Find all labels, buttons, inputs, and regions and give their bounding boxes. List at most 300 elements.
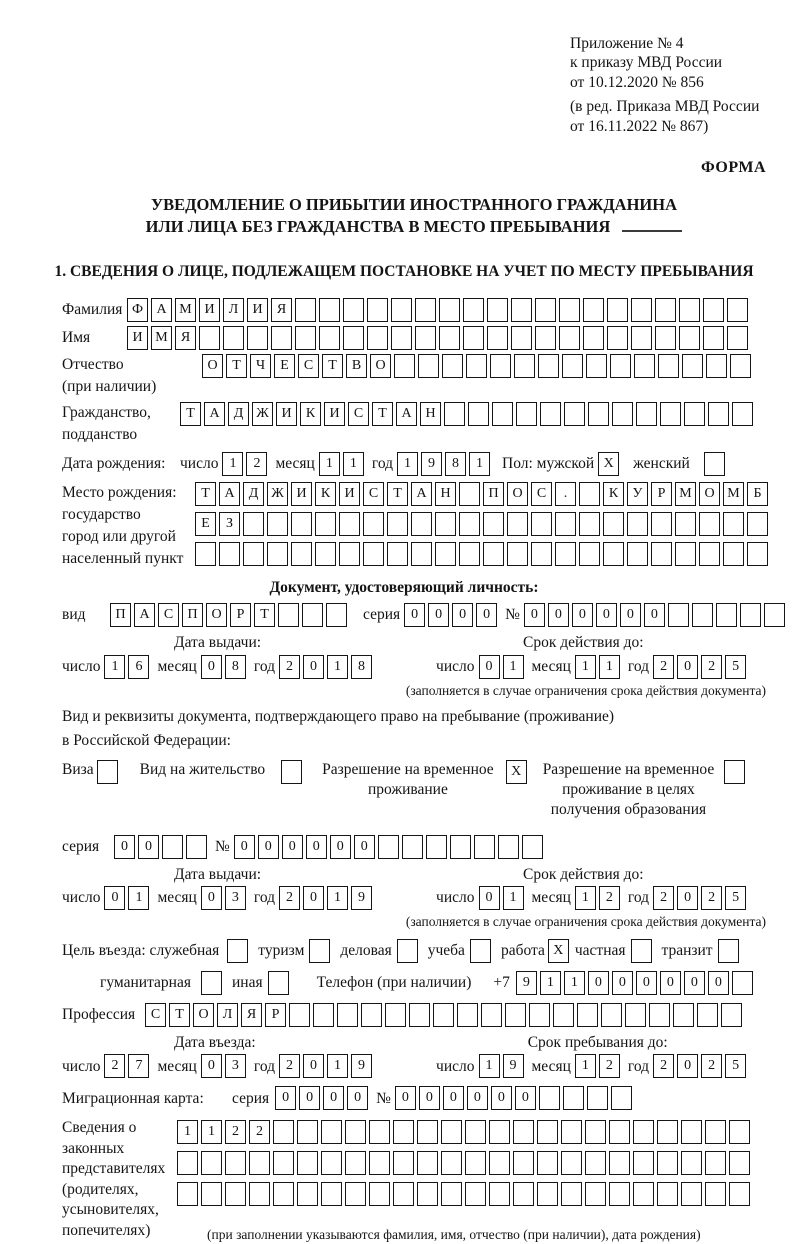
char-cell[interactable] bbox=[466, 354, 487, 378]
purpose-private-checkbox[interactable] bbox=[631, 939, 652, 963]
char-cell[interactable]: П bbox=[110, 603, 131, 627]
char-cell[interactable] bbox=[291, 542, 312, 566]
char-cell[interactable] bbox=[295, 326, 316, 350]
char-cell[interactable]: 9 bbox=[351, 1054, 372, 1078]
char-cell[interactable]: 8 bbox=[445, 452, 466, 476]
char-cell[interactable]: Д bbox=[228, 402, 249, 426]
char-cell[interactable] bbox=[764, 603, 785, 627]
char-cell[interactable] bbox=[273, 1120, 294, 1144]
char-cell[interactable] bbox=[444, 402, 465, 426]
char-cell[interactable]: К bbox=[300, 402, 321, 426]
char-cell[interactable]: 0 bbox=[467, 1086, 488, 1110]
char-cell[interactable]: 0 bbox=[354, 835, 375, 859]
char-cell[interactable] bbox=[489, 1182, 510, 1206]
char-cell[interactable]: 1 bbox=[503, 655, 524, 679]
char-cell[interactable] bbox=[321, 1182, 342, 1206]
char-cell[interactable] bbox=[319, 298, 340, 322]
char-cell[interactable] bbox=[291, 512, 312, 536]
char-cell[interactable]: 0 bbox=[548, 603, 569, 627]
char-cell[interactable]: Ч bbox=[250, 354, 271, 378]
char-cell[interactable] bbox=[489, 1120, 510, 1144]
char-cell[interactable] bbox=[727, 298, 748, 322]
char-cell[interactable]: В bbox=[346, 354, 367, 378]
char-cell[interactable]: . bbox=[555, 482, 576, 506]
char-cell[interactable] bbox=[394, 354, 415, 378]
char-cell[interactable] bbox=[295, 298, 316, 322]
residence-permit-checkbox[interactable] bbox=[281, 760, 302, 784]
char-cell[interactable] bbox=[681, 1182, 702, 1206]
char-cell[interactable] bbox=[289, 1003, 310, 1027]
char-cell[interactable] bbox=[673, 1003, 694, 1027]
char-cell[interactable] bbox=[539, 1086, 560, 1110]
char-cell[interactable]: И bbox=[127, 326, 148, 350]
char-cell[interactable]: И bbox=[199, 298, 220, 322]
char-cell[interactable] bbox=[612, 402, 633, 426]
char-cell[interactable]: 0 bbox=[303, 886, 324, 910]
char-cell[interactable] bbox=[225, 1151, 246, 1175]
char-cell[interactable]: 2 bbox=[279, 886, 300, 910]
char-cell[interactable] bbox=[682, 354, 703, 378]
char-cell[interactable]: 9 bbox=[351, 886, 372, 910]
char-cell[interactable] bbox=[540, 402, 561, 426]
char-cell[interactable]: Т bbox=[372, 402, 393, 426]
char-cell[interactable] bbox=[513, 1151, 534, 1175]
char-cell[interactable] bbox=[603, 512, 624, 536]
char-cell[interactable] bbox=[391, 298, 412, 322]
char-cell[interactable]: 9 bbox=[421, 452, 442, 476]
char-cell[interactable]: Ж bbox=[267, 482, 288, 506]
char-cell[interactable]: Е bbox=[274, 354, 295, 378]
char-cell[interactable]: 1 bbox=[343, 452, 364, 476]
char-cell[interactable]: О bbox=[193, 1003, 214, 1027]
char-cell[interactable]: 0 bbox=[452, 603, 473, 627]
char-cell[interactable] bbox=[345, 1151, 366, 1175]
char-cell[interactable]: 0 bbox=[588, 971, 609, 995]
char-cell[interactable] bbox=[369, 1151, 390, 1175]
char-cell[interactable] bbox=[225, 1182, 246, 1206]
char-cell[interactable] bbox=[385, 1003, 406, 1027]
char-cell[interactable]: 0 bbox=[323, 1086, 344, 1110]
char-cell[interactable]: 2 bbox=[279, 1054, 300, 1078]
char-cell[interactable]: 2 bbox=[653, 1054, 674, 1078]
char-cell[interactable] bbox=[319, 326, 340, 350]
char-cell[interactable] bbox=[302, 603, 323, 627]
char-cell[interactable]: 8 bbox=[225, 655, 246, 679]
char-cell[interactable] bbox=[631, 298, 652, 322]
char-cell[interactable] bbox=[657, 1151, 678, 1175]
char-cell[interactable] bbox=[658, 354, 679, 378]
char-cell[interactable]: 0 bbox=[596, 603, 617, 627]
char-cell[interactable]: 2 bbox=[701, 1054, 722, 1078]
char-cell[interactable]: 0 bbox=[258, 835, 279, 859]
char-cell[interactable] bbox=[675, 542, 696, 566]
char-cell[interactable] bbox=[564, 402, 585, 426]
char-cell[interactable] bbox=[367, 298, 388, 322]
char-cell[interactable]: П bbox=[483, 482, 504, 506]
char-cell[interactable] bbox=[463, 298, 484, 322]
char-cell[interactable] bbox=[681, 1151, 702, 1175]
char-cell[interactable] bbox=[418, 354, 439, 378]
char-cell[interactable]: Л bbox=[217, 1003, 238, 1027]
char-cell[interactable] bbox=[627, 512, 648, 536]
char-cell[interactable]: 1 bbox=[327, 886, 348, 910]
char-cell[interactable]: 0 bbox=[306, 835, 327, 859]
char-cell[interactable] bbox=[393, 1151, 414, 1175]
char-cell[interactable]: 2 bbox=[225, 1120, 246, 1144]
char-cell[interactable] bbox=[679, 298, 700, 322]
char-cell[interactable]: 0 bbox=[104, 886, 125, 910]
char-cell[interactable] bbox=[747, 512, 768, 536]
char-cell[interactable] bbox=[186, 835, 207, 859]
char-cell[interactable] bbox=[387, 512, 408, 536]
char-cell[interactable] bbox=[267, 542, 288, 566]
char-cell[interactable] bbox=[747, 542, 768, 566]
char-cell[interactable] bbox=[393, 1182, 414, 1206]
char-cell[interactable] bbox=[699, 542, 720, 566]
char-cell[interactable]: 2 bbox=[246, 452, 267, 476]
purpose-study-checkbox[interactable] bbox=[470, 939, 491, 963]
char-cell[interactable] bbox=[367, 326, 388, 350]
char-cell[interactable] bbox=[585, 1182, 606, 1206]
char-cell[interactable]: А bbox=[151, 298, 172, 322]
char-cell[interactable] bbox=[441, 1120, 462, 1144]
char-cell[interactable] bbox=[441, 1182, 462, 1206]
purpose-other-checkbox[interactable] bbox=[268, 971, 289, 995]
char-cell[interactable] bbox=[561, 1120, 582, 1144]
char-cell[interactable]: 1 bbox=[540, 971, 561, 995]
char-cell[interactable]: Т bbox=[180, 402, 201, 426]
char-cell[interactable]: 8 bbox=[351, 655, 372, 679]
char-cell[interactable] bbox=[559, 298, 580, 322]
char-cell[interactable] bbox=[363, 542, 384, 566]
char-cell[interactable]: 2 bbox=[653, 655, 674, 679]
char-cell[interactable] bbox=[563, 1086, 584, 1110]
char-cell[interactable]: Т bbox=[169, 1003, 190, 1027]
char-cell[interactable] bbox=[201, 1182, 222, 1206]
char-cell[interactable] bbox=[459, 542, 480, 566]
char-cell[interactable]: 1 bbox=[397, 452, 418, 476]
char-cell[interactable]: 0 bbox=[572, 603, 593, 627]
char-cell[interactable]: 2 bbox=[599, 886, 620, 910]
char-cell[interactable] bbox=[522, 835, 543, 859]
char-cell[interactable] bbox=[339, 542, 360, 566]
char-cell[interactable] bbox=[442, 354, 463, 378]
char-cell[interactable]: 0 bbox=[677, 1054, 698, 1078]
char-cell[interactable] bbox=[583, 298, 604, 322]
char-cell[interactable] bbox=[697, 1003, 718, 1027]
char-cell[interactable] bbox=[326, 603, 347, 627]
char-cell[interactable]: М bbox=[151, 326, 172, 350]
char-cell[interactable] bbox=[511, 326, 532, 350]
char-cell[interactable]: 0 bbox=[476, 603, 497, 627]
char-cell[interactable] bbox=[692, 603, 713, 627]
char-cell[interactable] bbox=[345, 1182, 366, 1206]
char-cell[interactable] bbox=[729, 1120, 750, 1144]
char-cell[interactable]: Н bbox=[420, 402, 441, 426]
char-cell[interactable]: У bbox=[627, 482, 648, 506]
char-cell[interactable] bbox=[514, 354, 535, 378]
char-cell[interactable] bbox=[657, 1182, 678, 1206]
char-cell[interactable] bbox=[538, 354, 559, 378]
char-cell[interactable]: Я bbox=[175, 326, 196, 350]
char-cell[interactable]: 0 bbox=[479, 655, 500, 679]
char-cell[interactable]: 0 bbox=[684, 971, 705, 995]
char-cell[interactable] bbox=[705, 1151, 726, 1175]
char-cell[interactable]: Л bbox=[223, 298, 244, 322]
char-cell[interactable]: О bbox=[370, 354, 391, 378]
char-cell[interactable] bbox=[411, 542, 432, 566]
char-cell[interactable] bbox=[649, 1003, 670, 1027]
char-cell[interactable] bbox=[633, 1120, 654, 1144]
char-cell[interactable] bbox=[487, 298, 508, 322]
char-cell[interactable] bbox=[273, 1182, 294, 1206]
char-cell[interactable]: 1 bbox=[128, 886, 149, 910]
char-cell[interactable]: 0 bbox=[330, 835, 351, 859]
char-cell[interactable] bbox=[315, 512, 336, 536]
char-cell[interactable] bbox=[732, 971, 753, 995]
char-cell[interactable]: И bbox=[324, 402, 345, 426]
char-cell[interactable] bbox=[555, 542, 576, 566]
char-cell[interactable]: 1 bbox=[327, 1054, 348, 1078]
char-cell[interactable]: О bbox=[507, 482, 528, 506]
char-cell[interactable]: 1 bbox=[575, 1054, 596, 1078]
char-cell[interactable] bbox=[609, 1120, 630, 1144]
char-cell[interactable] bbox=[721, 1003, 742, 1027]
char-cell[interactable] bbox=[457, 1003, 478, 1027]
char-cell[interactable]: Ж bbox=[252, 402, 273, 426]
char-cell[interactable] bbox=[417, 1151, 438, 1175]
char-cell[interactable] bbox=[490, 354, 511, 378]
char-cell[interactable]: 0 bbox=[612, 971, 633, 995]
char-cell[interactable] bbox=[657, 1120, 678, 1144]
char-cell[interactable] bbox=[487, 326, 508, 350]
char-cell[interactable] bbox=[603, 542, 624, 566]
char-cell[interactable]: 0 bbox=[303, 655, 324, 679]
char-cell[interactable]: С bbox=[158, 603, 179, 627]
sex-female-checkbox[interactable] bbox=[704, 452, 725, 476]
char-cell[interactable] bbox=[513, 1120, 534, 1144]
char-cell[interactable]: 0 bbox=[201, 1054, 222, 1078]
char-cell[interactable] bbox=[723, 512, 744, 536]
char-cell[interactable]: 0 bbox=[201, 886, 222, 910]
char-cell[interactable]: С bbox=[363, 482, 384, 506]
char-cell[interactable]: 1 bbox=[599, 655, 620, 679]
char-cell[interactable] bbox=[411, 512, 432, 536]
char-cell[interactable] bbox=[489, 1151, 510, 1175]
char-cell[interactable]: 0 bbox=[404, 603, 425, 627]
char-cell[interactable] bbox=[267, 512, 288, 536]
char-cell[interactable]: 6 bbox=[128, 655, 149, 679]
char-cell[interactable] bbox=[634, 354, 655, 378]
char-cell[interactable] bbox=[459, 482, 480, 506]
char-cell[interactable] bbox=[583, 326, 604, 350]
char-cell[interactable] bbox=[611, 1086, 632, 1110]
char-cell[interactable] bbox=[393, 1120, 414, 1144]
char-cell[interactable]: М bbox=[723, 482, 744, 506]
char-cell[interactable]: Я bbox=[241, 1003, 262, 1027]
char-cell[interactable]: 0 bbox=[114, 835, 135, 859]
char-cell[interactable]: 1 bbox=[469, 452, 490, 476]
char-cell[interactable]: А bbox=[219, 482, 240, 506]
char-cell[interactable] bbox=[531, 542, 552, 566]
char-cell[interactable]: 9 bbox=[516, 971, 537, 995]
char-cell[interactable] bbox=[378, 835, 399, 859]
char-cell[interactable]: 0 bbox=[644, 603, 665, 627]
char-cell[interactable]: 0 bbox=[515, 1086, 536, 1110]
char-cell[interactable] bbox=[730, 354, 751, 378]
char-cell[interactable]: М bbox=[675, 482, 696, 506]
char-cell[interactable] bbox=[415, 326, 436, 350]
purpose-work-checkbox[interactable]: X bbox=[548, 939, 569, 963]
char-cell[interactable] bbox=[177, 1151, 198, 1175]
char-cell[interactable]: И bbox=[339, 482, 360, 506]
char-cell[interactable]: Р bbox=[651, 482, 672, 506]
char-cell[interactable]: 0 bbox=[299, 1086, 320, 1110]
char-cell[interactable] bbox=[369, 1182, 390, 1206]
char-cell[interactable] bbox=[579, 482, 600, 506]
temp-residence-edu-checkbox[interactable] bbox=[724, 760, 745, 784]
char-cell[interactable] bbox=[459, 512, 480, 536]
char-cell[interactable]: С bbox=[531, 482, 552, 506]
char-cell[interactable]: А bbox=[134, 603, 155, 627]
char-cell[interactable]: 1 bbox=[564, 971, 585, 995]
char-cell[interactable] bbox=[361, 1003, 382, 1027]
char-cell[interactable]: М bbox=[175, 298, 196, 322]
char-cell[interactable] bbox=[577, 1003, 598, 1027]
char-cell[interactable]: 1 bbox=[177, 1120, 198, 1144]
char-cell[interactable] bbox=[705, 1120, 726, 1144]
char-cell[interactable] bbox=[651, 542, 672, 566]
char-cell[interactable]: 1 bbox=[575, 655, 596, 679]
char-cell[interactable] bbox=[507, 542, 528, 566]
char-cell[interactable] bbox=[708, 402, 729, 426]
char-cell[interactable]: Е bbox=[195, 512, 216, 536]
char-cell[interactable] bbox=[740, 603, 761, 627]
char-cell[interactable]: 1 bbox=[479, 1054, 500, 1078]
char-cell[interactable] bbox=[579, 512, 600, 536]
char-cell[interactable]: Т bbox=[387, 482, 408, 506]
char-cell[interactable] bbox=[660, 402, 681, 426]
char-cell[interactable] bbox=[588, 402, 609, 426]
char-cell[interactable]: 0 bbox=[395, 1086, 416, 1110]
char-cell[interactable] bbox=[439, 298, 460, 322]
char-cell[interactable] bbox=[679, 326, 700, 350]
char-cell[interactable] bbox=[705, 1182, 726, 1206]
char-cell[interactable]: 1 bbox=[104, 655, 125, 679]
char-cell[interactable]: К bbox=[603, 482, 624, 506]
char-cell[interactable]: 0 bbox=[660, 971, 681, 995]
char-cell[interactable]: 1 bbox=[201, 1120, 222, 1144]
char-cell[interactable]: 0 bbox=[138, 835, 159, 859]
char-cell[interactable] bbox=[463, 326, 484, 350]
char-cell[interactable] bbox=[474, 835, 495, 859]
char-cell[interactable]: 0 bbox=[347, 1086, 368, 1110]
char-cell[interactable] bbox=[529, 1003, 550, 1027]
char-cell[interactable]: 5 bbox=[725, 655, 746, 679]
char-cell[interactable] bbox=[633, 1151, 654, 1175]
char-cell[interactable]: 0 bbox=[524, 603, 545, 627]
char-cell[interactable] bbox=[492, 402, 513, 426]
char-cell[interactable] bbox=[343, 326, 364, 350]
char-cell[interactable]: 1 bbox=[319, 452, 340, 476]
char-cell[interactable] bbox=[201, 1151, 222, 1175]
char-cell[interactable] bbox=[727, 326, 748, 350]
char-cell[interactable] bbox=[585, 1120, 606, 1144]
char-cell[interactable] bbox=[655, 326, 676, 350]
char-cell[interactable]: 0 bbox=[419, 1086, 440, 1110]
char-cell[interactable] bbox=[553, 1003, 574, 1027]
char-cell[interactable] bbox=[561, 1151, 582, 1175]
purpose-business-checkbox[interactable] bbox=[397, 939, 418, 963]
char-cell[interactable]: 2 bbox=[599, 1054, 620, 1078]
sex-male-checkbox[interactable]: X bbox=[598, 452, 619, 476]
char-cell[interactable] bbox=[607, 326, 628, 350]
char-cell[interactable] bbox=[555, 512, 576, 536]
char-cell[interactable] bbox=[699, 512, 720, 536]
char-cell[interactable]: С bbox=[348, 402, 369, 426]
char-cell[interactable] bbox=[723, 542, 744, 566]
char-cell[interactable]: С bbox=[145, 1003, 166, 1027]
char-cell[interactable]: Т bbox=[322, 354, 343, 378]
char-cell[interactable] bbox=[465, 1151, 486, 1175]
char-cell[interactable]: З bbox=[219, 512, 240, 536]
char-cell[interactable] bbox=[450, 835, 471, 859]
char-cell[interactable]: 0 bbox=[201, 655, 222, 679]
char-cell[interactable] bbox=[315, 542, 336, 566]
char-cell[interactable] bbox=[601, 1003, 622, 1027]
char-cell[interactable] bbox=[313, 1003, 334, 1027]
char-cell[interactable] bbox=[435, 542, 456, 566]
char-cell[interactable] bbox=[481, 1003, 502, 1027]
char-cell[interactable] bbox=[535, 298, 556, 322]
char-cell[interactable]: А bbox=[204, 402, 225, 426]
char-cell[interactable]: 2 bbox=[104, 1054, 125, 1078]
char-cell[interactable] bbox=[535, 326, 556, 350]
char-cell[interactable] bbox=[343, 298, 364, 322]
char-cell[interactable] bbox=[271, 326, 292, 350]
char-cell[interactable]: К bbox=[315, 482, 336, 506]
char-cell[interactable] bbox=[273, 1151, 294, 1175]
char-cell[interactable] bbox=[585, 1151, 606, 1175]
char-cell[interactable]: О bbox=[206, 603, 227, 627]
char-cell[interactable]: 2 bbox=[701, 886, 722, 910]
char-cell[interactable] bbox=[243, 542, 264, 566]
char-cell[interactable]: 3 bbox=[225, 1054, 246, 1078]
char-cell[interactable] bbox=[537, 1182, 558, 1206]
char-cell[interactable]: 2 bbox=[249, 1120, 270, 1144]
char-cell[interactable]: 0 bbox=[303, 1054, 324, 1078]
char-cell[interactable]: 1 bbox=[503, 886, 524, 910]
char-cell[interactable]: И bbox=[247, 298, 268, 322]
char-cell[interactable]: Р bbox=[265, 1003, 286, 1027]
char-cell[interactable] bbox=[732, 402, 753, 426]
char-cell[interactable] bbox=[468, 402, 489, 426]
char-cell[interactable]: 0 bbox=[636, 971, 657, 995]
char-cell[interactable]: О bbox=[699, 482, 720, 506]
char-cell[interactable] bbox=[223, 326, 244, 350]
char-cell[interactable] bbox=[633, 1182, 654, 1206]
char-cell[interactable]: 5 bbox=[725, 886, 746, 910]
char-cell[interactable]: 7 bbox=[128, 1054, 149, 1078]
char-cell[interactable] bbox=[363, 512, 384, 536]
char-cell[interactable] bbox=[387, 542, 408, 566]
char-cell[interactable] bbox=[681, 1120, 702, 1144]
char-cell[interactable] bbox=[465, 1120, 486, 1144]
char-cell[interactable]: И bbox=[291, 482, 312, 506]
char-cell[interactable] bbox=[586, 354, 607, 378]
char-cell[interactable] bbox=[587, 1086, 608, 1110]
char-cell[interactable] bbox=[219, 542, 240, 566]
